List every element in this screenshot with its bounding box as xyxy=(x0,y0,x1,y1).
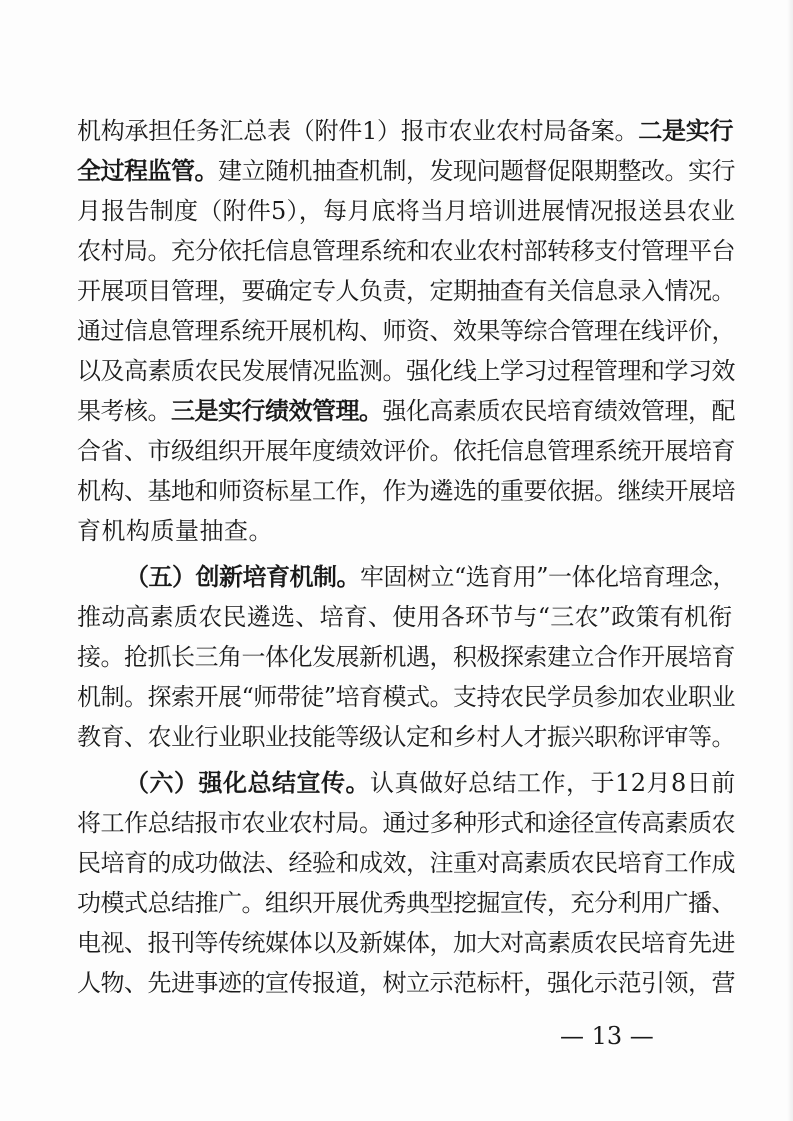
text-line: 人物、先进事迹的宣传报道，树立示范标杆，强化示范引领，营 xyxy=(77,969,735,997)
text-line: 开展项目管理，要确定专人负责，定期抽查有关信息录入情况。 xyxy=(77,277,735,305)
text-line: 机构承担任务汇总表（附件1）报市农业农村局备案。二是实行 xyxy=(77,116,734,145)
text-line: 以及高素质农民发展情况监测。强化线上学习过程管理和学习效 xyxy=(77,357,735,385)
text-line: 育机构质量抽查。 xyxy=(77,517,273,545)
text-line: 农村局。充分依托信息管理系统和农业农村部转移支付管理平台 xyxy=(77,237,735,265)
text-line: 接。抢抓长三角一体化发展新机遇，积极探索建立合作开展培育 xyxy=(77,643,735,671)
text-line: 机构、基地和师资标星工作，作为遴选的重要依据。继续开展培 xyxy=(77,477,735,505)
text-line: 合省、市级组织开展年度绩效评价。依托信息管理系统开展培育 xyxy=(77,437,735,465)
text-line: 电视、报刊等传统媒体以及新媒体，加大对高素质农民培育先进 xyxy=(77,929,735,957)
text-line: 通过信息管理系统开展机构、师资、效果等综合管理在线评价， xyxy=(77,317,735,345)
text-line: 月报告制度（附件5），每月底将当月培训进展情况报送县农业 xyxy=(77,197,736,225)
section-heading-line: （六）强化总结宣传。认真做好总结工作，于12月8日前 xyxy=(125,768,736,797)
text-line: 果考核。三是实行绩效管理。强化高素质农民培育绩效管理，配 xyxy=(77,396,735,425)
text-line: 教育、农业行业职业技能等级认定和乡村人才振兴职称评审等。 xyxy=(77,723,735,751)
text-line: 民培育的成功做法、经验和成效，注重对高素质农民培育工作成 xyxy=(77,849,735,877)
section-heading-line: （五）创新培育机制。牢固树立“选育用”一体化培育理念， xyxy=(125,562,737,591)
text-line: 机制。探索开展“师带徒”培育模式。支持农民学员参加农业职业 xyxy=(77,683,736,711)
text-line: 将工作总结报市农业农村局。通过多种形式和途径宣传高素质农 xyxy=(77,809,735,837)
page-edge xyxy=(787,0,793,1121)
text-line: 推动高素质农民遴选、培育、使用各环节与“三农”政策有机衔 xyxy=(77,603,733,631)
text-line: 功模式总结推广。组织开展优秀典型挖掘宣传，充分利用广播、 xyxy=(77,889,735,917)
page-number: — 13 — xyxy=(560,1022,654,1050)
text-line: 全过程监管。建立随机抽查机制，发现问题督促限期整改。实行 xyxy=(77,156,735,185)
